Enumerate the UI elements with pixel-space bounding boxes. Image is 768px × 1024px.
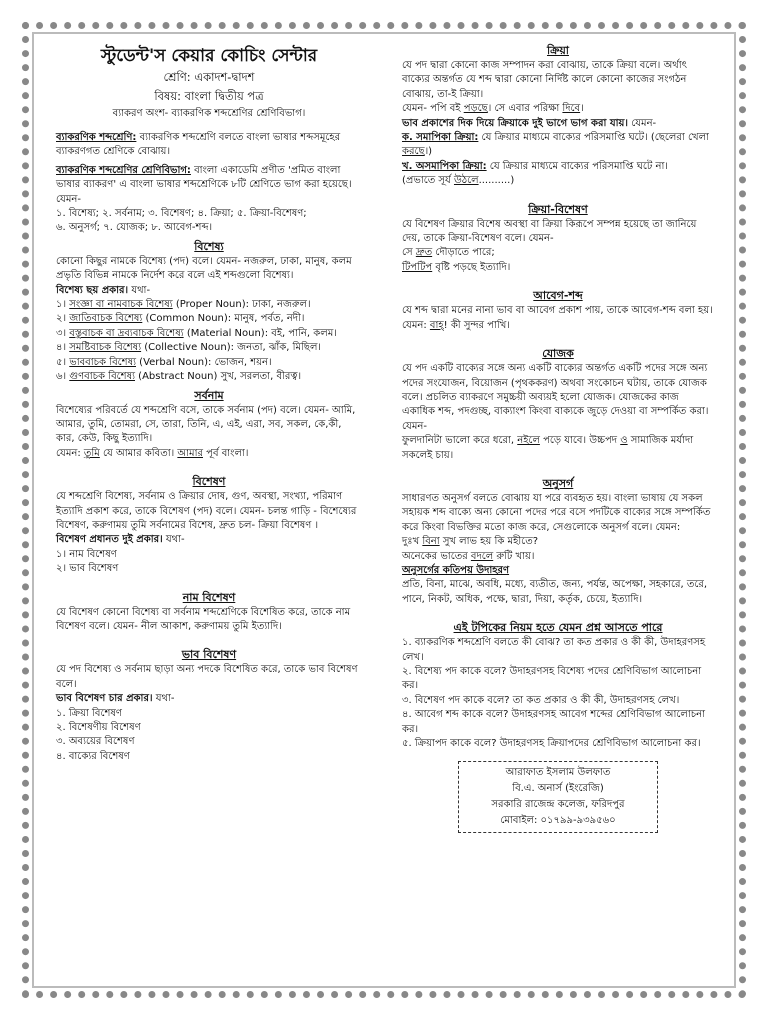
classification-text: বাংলা একাডেমি প্রণীত 'প্রমিত বাংলা ভাষার ব্যাকরণ' এ বাংলা ভাষার শব্দশ্রেণিকে ৮টি শ্রেণিতে ভাগ করা হয়েছে। যেমন-	[56, 164, 352, 205]
example-text: দৌড়াতে পারে;	[432, 247, 495, 259]
example-highlight: পড়ছে	[463, 103, 488, 115]
example-text: ।)	[424, 146, 433, 158]
verb-types-suffix: যেমন-	[628, 117, 657, 129]
example-prefix: অনেকের ভাতের	[402, 550, 471, 562]
nominal-adjective-definition: যে বিশেষণ কোনো বিশেষ্য বা সর্বনাম শব্দশ্রেণিকে বিশেষিত করে, তাকে নাম বিশেষণ বলে। যেমন- নীল আকাশ, করুণাময় তুমি ইত্যাদি।	[56, 606, 351, 632]
example-highlight: তুমি	[83, 447, 100, 459]
finite-verb	[402, 131, 714, 160]
author-name: আরাফাত ইসলাম উলফাত	[505, 767, 611, 779]
example-highlight: ও	[620, 435, 628, 447]
noun-type-name: সমষ্টিবাচক বিশেষ্য	[69, 342, 142, 354]
postposition-examples-heading: অনুসর্গের কতিপয় উদাহরণ	[402, 564, 510, 576]
example-highlight: দিবে	[562, 103, 581, 115]
example-prefix: দুঃখ	[402, 536, 423, 548]
postposition-example-1	[402, 535, 714, 549]
pronoun-heading: সর্বনাম	[194, 388, 224, 402]
classes-list-line-2: ৬. অনুসর্গ; ৭. যোজক; ৮. আবেগ-শব্দ।	[56, 222, 213, 234]
noun-item	[56, 341, 362, 355]
postposition-definition: সাধারণত অনুসর্গ বলতে বোঝায় যা পরে ব্যবহৃত হয়। বাংলা ভাষায় যে সকল সহায়ক শব্দ বাক্যে অন্য কোনো পদের পরে বসে পদটিকে বাক্যের সঙ্গে সম্পর্কিত করে কিংবা বিভক্তির মতো কাজ করে, সেগুলোকে অনুসর্গ বলে। যেমন:	[402, 492, 711, 533]
example-text: ..........)	[478, 175, 515, 187]
nonfinite-verb	[402, 160, 714, 174]
bhab-adjective-heading: ভাব বিশেষণ	[181, 648, 237, 662]
example-text: ! কী সুন্দর পাখি।	[443, 319, 510, 331]
example-text: পড়ে যাবে। উচ্চপদ	[539, 435, 621, 447]
bhab-adjective-definition: যে পদ বিশেষ্য ও সর্বনাম ছাড়া অন্য পদকে বিশেষিত করে, তাকে ভাব বিশেষণ বলে।	[56, 664, 358, 690]
class-line: শ্রেণি: একাদশ-দ্বাদশ	[163, 70, 255, 84]
classification-label: ব্যাকরণিক শব্দশ্রেণির শ্রেণিবিভাগ:	[56, 164, 191, 176]
left-column	[56, 40, 362, 764]
finite-verb-text: যে ক্রিয়ার মাধ্যমে বাক্যের পরিসমাপ্তি ঘটে। (ছেলেরা খেলা	[478, 132, 709, 144]
example-highlight: দ্রুত	[415, 247, 433, 259]
noun-type-name: জাতিবাচক বিশেষ্য	[69, 313, 143, 325]
example-highlight: আমার	[177, 447, 203, 459]
author-college: সরকারি রাজেন্দ্র কলেজ, ফরিদপুর	[491, 799, 625, 811]
question-item: ৪. আবেগ শব্দ কাকে বলে? উদাহরণসহ আবেগ শব্দের শ্রেণিবিভাগ আলোচনা কর।	[402, 709, 705, 735]
example-text: রুটি খায়।	[493, 550, 535, 562]
noun-item	[56, 356, 362, 370]
subject-line: বিষয়: বাংলা দ্বিতীয় পত্র	[154, 89, 264, 103]
author-mobile: মোবাইল: ০১৭৯৯-৯৩৯৫৬০	[500, 815, 616, 827]
example-text: বৃষ্টি পড়ছে ইত্যাদি।	[432, 261, 511, 273]
noun-item	[56, 370, 362, 384]
item-number: ৩।	[56, 327, 67, 339]
adverb-definition: যে বিশেষণ ক্রিয়ার বিশেষ অবস্থা বা ক্রিয়া কিরূপে সম্পন্ন হয়েছে তা জানিয়ে দেয়, তাকে ক্রিয়া-বিশেষণ বলে। যেমন-	[402, 218, 697, 245]
bhab-types-suffix: যথা-	[152, 693, 175, 705]
interjection-definition	[402, 304, 714, 333]
postposition-heading: অনুসর্গ	[542, 476, 574, 490]
noun-types-suffix: যথা-	[128, 284, 151, 296]
example-text: যে আমার কবিতা।	[99, 447, 178, 459]
example-highlight: উঠলে	[453, 175, 479, 187]
pronoun-definition: বিশেষ্যের পরিবর্তে যে শব্দশ্রেণি বসে, তাকে সর্বনাম (পদ) বলে। যেমন- আমি, আমার, তুমি, তোমরা, সে, তারা, তিনি, এ, এই, এরা, সব, সকল, কে,কী, কার, কেউ, কিছু ইত্যাদি।	[56, 404, 356, 445]
nominal-adjective-heading: নাম বিশেষণ	[182, 590, 236, 604]
example-prefix: (প্রভাতে সূর্য	[402, 175, 454, 187]
section-line: ব্যাকরণ অংশ- ব্যাকরণিক শব্দশ্রেণির শ্রেণিবিভাগ।	[112, 108, 306, 119]
noun-type-rest: (Proper Noun): ঢাকা, নজরুল।	[172, 299, 311, 311]
question-item: ২. বিশেষ্য পদ কাকে বলে? উদাহরণসহ বিশেষ্য পদের শ্রেণিবিভাগ আলোচনা কর।	[402, 666, 702, 692]
noun-heading: বিশেষ্য	[194, 239, 224, 253]
adjective-types-line	[56, 533, 362, 547]
example-prefix: যেমন:	[56, 447, 84, 459]
interjection-text: যে শব্দ দ্বারা মনের নানা ভাব বা আবেগ প্রকাশ পায়, তাকে আবেগ-শব্দ বলা হয়। যেমন:	[402, 305, 713, 331]
noun-type-name: সংজ্ঞা বা নামবাচক বিশেষ্য	[69, 299, 173, 311]
finite-verb-label: ক. সমাপিকা ক্রিয়া:	[402, 132, 479, 144]
example-highlight: বদলে	[470, 550, 494, 562]
example-prefix: সে	[402, 247, 416, 259]
example-highlight: করছে	[402, 146, 425, 158]
noun-type-name: বস্তুবাচক বা দ্রব্যবাচক বিশেষ্য	[69, 327, 184, 339]
item-number: ৪।	[56, 342, 67, 354]
noun-types-label: বিশেষ্য ছয় প্রকার।	[56, 284, 129, 296]
noun-type-rest: (Collective Noun): জনতা, ঝাঁক, মিছিল।	[141, 342, 322, 354]
conjunction-definition: যে পদ একটি বাক্যের সঙ্গে অন্য একটি বাক্যের অন্তর্গত একটি পদের সঙ্গে অন্য পদের সংযোজন, বিয়োজন (পৃথককরণ) অথবা সংকোচন ঘটায়, তাকে যোজক বলে। প্রচলিত ব্যাকরণে সমুচ্চয়ী অব্যয়ই হলো যোজক। যোজকের কাজ একাধিক শব্দ, পদগুচ্ছ, বাক্যাংশ কিংবা বাক্যকে জুড়ে দেওয়া বা সম্পর্কিত করা। যেমন-	[402, 363, 709, 432]
nonfinite-example	[402, 174, 714, 188]
verb-types-label: ভাব প্রকাশের দিক দিয়ে ক্রিয়াকে দুই ভাগে ভাগ করা যায়।	[402, 117, 629, 129]
nonfinite-verb-label: খ. অসমাপিকা ক্রিয়া:	[402, 160, 487, 172]
conjunction-example	[402, 434, 714, 463]
author-degree: বি.এ. অনার্স (ইংরেজি)	[512, 783, 604, 795]
example-text: পূর্ব বাংলা।	[203, 447, 249, 459]
pronoun-example	[56, 447, 362, 461]
bhab-item: ৪. বাক্যের বিশেষণ	[56, 750, 130, 762]
noun-item	[56, 327, 362, 341]
adverb-example-2	[402, 261, 714, 275]
questions-heading: এই টপিকের নিয়ম হতে যেমন প্রশ্ন আসতে পারে	[453, 621, 663, 635]
adjective-item: ১। নাম বিশেষণ	[56, 548, 117, 560]
item-number: ১।	[56, 299, 67, 311]
definition-text: ব্যাকরণিক শব্দশ্রেণি বলতে বাংলা ভাষার শব্দসমূহের ব্যাকরণগত শ্রেণিকে বোঝায়।	[56, 132, 341, 158]
document-title: স্টুডেন্ট'স কেয়ার কোচিং সেন্টার	[100, 46, 318, 66]
conjunction-heading: যোজক	[542, 347, 574, 361]
noun-type-name: ভাববাচক বিশেষ্য	[69, 356, 136, 368]
bhab-types-label: ভাব বিশেষণ চার প্রকার।	[56, 693, 153, 705]
example-prefix: ফুলদানিটা ভালো করে ধরো,	[402, 435, 518, 447]
noun-item	[56, 298, 362, 312]
item-number: ৫।	[56, 356, 67, 368]
noun-types-line	[56, 284, 362, 298]
example-text: ।	[580, 103, 584, 115]
noun-item	[56, 312, 362, 326]
verb-definition: যে পদ দ্বারা কোনো কাজ সম্পাদন করা বোঝায়, তাকে ক্রিয়া বলে। অর্থাৎ বাক্যের অন্তর্গত যে শব্দ দ্বারা কোনো নির্দিষ্ট কালে কোনো কাজের সংগঠন বোঝায়, তা-ই ক্রিয়া।	[402, 60, 687, 100]
postposition-example-2	[402, 550, 714, 564]
nonfinite-verb-text: যে ক্রিয়ার মাধ্যমে বাক্যের পরিসমাপ্তি ঘটে না।	[486, 160, 668, 172]
bhab-item: ৩. অব্যয়ের বিশেষণ	[56, 736, 135, 748]
example-text: । সে এবার পরিক্ষা	[487, 103, 563, 115]
definition-paragraph	[56, 131, 362, 160]
definition-label: ব্যাকরণিক শব্দশ্রেণি:	[56, 132, 137, 143]
example-prefix: যেমন- পপি বই	[402, 103, 464, 115]
adjective-types-suffix: যথা-	[162, 534, 185, 546]
noun-type-name: গুণবাচক বিশেষ্য	[69, 371, 135, 383]
author-box	[458, 761, 658, 833]
example-text: সামাজিক মর্যাদা সকলেই চায়।	[402, 435, 694, 461]
noun-type-rest: (Common Noun): মানুষ, পর্বত, নদী।	[142, 313, 305, 325]
verb-types-line	[402, 117, 714, 131]
adjective-heading: বিশেষণ	[192, 475, 226, 489]
example-highlight: বিনা	[422, 536, 440, 548]
classes-list-line-1: ১. বিশেষ্য; ২. সর্বনাম; ৩. বিশেষণ; ৪. ক্রিয়া; ৫. ক্রিয়া-বিশেষণ;	[56, 208, 307, 220]
verb-heading: ক্রিয়া	[546, 44, 569, 57]
example-highlight: বাহ্	[429, 319, 444, 331]
adjective-types-label: বিশেষণ প্রধানত দুই প্রকার।	[56, 534, 163, 546]
classification-paragraph	[56, 164, 362, 207]
noun-type-rest: (Abstract Noun) সুখ, সরলতা, বীরত্ব।	[135, 371, 302, 383]
adverb-heading: ক্রিয়া-বিশেষণ	[528, 202, 588, 216]
right-column	[402, 40, 714, 833]
bhab-item: ১. ক্রিয়া বিশেষণ	[56, 707, 122, 719]
example-highlight: টিপটিপ	[402, 261, 433, 273]
question-item: ৩. বিশেষণ পদ কাকে বলে? তা কত প্রকার ও কী কী, উদাহরণসহ লেখ।	[402, 694, 680, 706]
postposition-examples: প্রতি, বিনা, মাঝে, অবধি, মধ্যে, ব্যতীত, জন্য, পর্যন্ত, অপেক্ষা, সহকারে, তরে, পানে, নিকট, অধিক, পক্ষে, দ্বারা, দিয়া, কর্তৃক, চেয়ে, ইত্যাদি।	[402, 579, 708, 605]
question-item: ১. ব্যাকরণিক শব্দশ্রেণি বলতে কী বোঝ? তা কত প্রকার ও কী কী, উদাহরণসহ লেখ।	[402, 637, 706, 663]
adjective-item: ২। ভাব বিশেষণ	[56, 563, 119, 575]
bhab-types-line	[56, 692, 362, 706]
verb-example	[402, 102, 714, 116]
noun-definition: কোনো কিছুর নামকে বিশেষ্য (পদ) বলে। যেমন- নজরুল, ঢাকা, মানুষ, কলম প্রভৃতি বিভিন্ন নামকে নির্দেশ করে বলে এই শব্দগুলো বিশেষ্য।	[56, 255, 352, 282]
item-number: ২।	[56, 313, 67, 325]
adjective-definition: যে শব্দশ্রেণি বিশেষ্য, সর্বনাম ও ক্রিয়ার দোষ, গুণ, অবস্থা, সংখ্যা, পরিমাণ ইত্যাদি প্রকাশ করে, তাকে বিশেষণ (পদ) বলে। যেমন- চলন্ত গাড়ি - বিশেষ্যের বিশেষণ, করুণাময় তুমি সর্বনামের বিশেষ, দ্রুত চল- ক্রিয়া বিশেষণ ।	[56, 491, 357, 531]
example-highlight: নইলে	[517, 435, 540, 447]
noun-type-rest: (Material Noun): বই, পানি, কলম।	[183, 327, 337, 339]
example-text: সুখ লাভ হয় কি মহীতে?	[439, 536, 539, 548]
question-item: ৫. ক্রিয়াপদ কাকে বলে? উদাহরণসহ ক্রিয়াপদের শ্রেণিবিভাগ আলোচনা কর।	[402, 738, 701, 750]
item-number: ৬।	[56, 371, 67, 383]
interjection-heading: আবেগ-শব্দ	[533, 289, 583, 303]
noun-type-rest: (Verbal Noun): ভোজন, শয়ন।	[136, 356, 272, 368]
adverb-example-1	[402, 246, 714, 260]
bhab-item: ২. বিশেষণীয় বিশেষণ	[56, 722, 141, 733]
